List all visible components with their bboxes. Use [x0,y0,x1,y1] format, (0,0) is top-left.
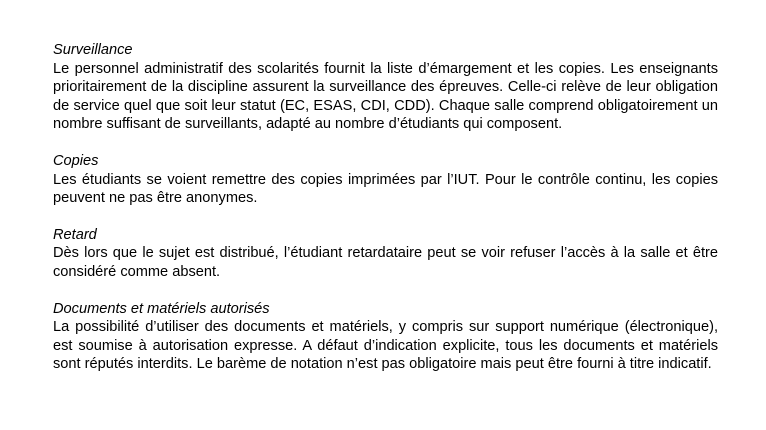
section-documents-materiels [53,300,718,374]
document-body [53,41,718,374]
section-paragraph: La possibilité d’utiliser des documents et matériels, y compris sur support numérique (électronique), est soumise à autorisation expresse. A défaut d’indication explicite, tous les documents et matériels sont réputés interdits. Le barème de notation n’est pas obligatoire mais peut être fourni à titre indicatif. [53,319,718,373]
section-heading: Retard [53,226,97,243]
section-surveillance [53,41,718,134]
section-paragraph: Les étudiants se voient remettre des copies imprimées par l’IUT. Pour le contrôle continu, les copies peuvent ne pas être anonymes. [53,171,718,207]
section-heading: Documents et matériels autorisés [53,300,270,317]
section-heading: Copies [53,152,99,169]
section-copies [53,152,718,208]
section-paragraph: Dès lors que le sujet est distribué, l’étudiant retardataire peut se voir refuser l’accès à la salle et être considéré comme absent. [53,245,718,280]
section-heading: Surveillance [53,42,133,58]
section-retard [53,226,718,282]
section-paragraph: Le personnel administratif des scolarités fournit la liste d’émargement et les copies. Les enseignants prioritairement de la discipline assurent la surveillance des épreuves. Celle-ci relève de leur obligation de service quel que soit leur statut (EC, ESAS, CDI, CDD). Chaque salle comprend obligatoirement un nombre suffisant de surveillants, adapté au nombre d’étudiants qui composent. [53,60,718,133]
